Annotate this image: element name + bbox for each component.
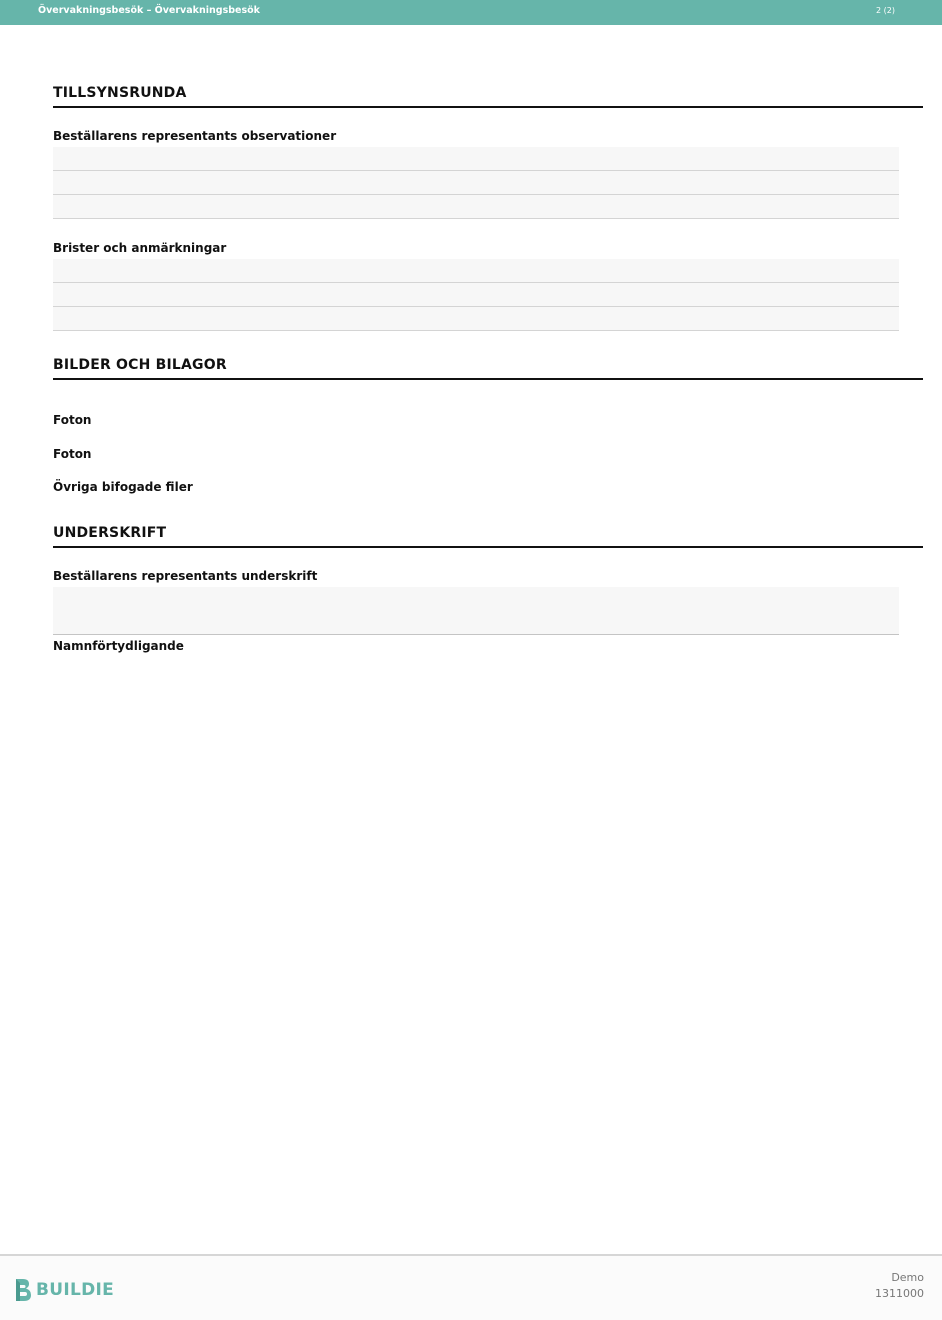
section-heading-tillsynsrunda: TILLSYNSRUNDA: [53, 85, 923, 108]
defects-line-3: [53, 307, 899, 331]
brand-logo: [14, 1276, 114, 1304]
buildie-logo-icon: [14, 1277, 32, 1303]
section-heading-underskrift: UNDERSKRIFT: [53, 525, 923, 548]
company-name: Demo: [891, 1271, 924, 1284]
brand-name: BUILDIE: [36, 1280, 115, 1300]
defects-line-1: [53, 259, 899, 283]
defects-line-2: [53, 283, 899, 307]
defects-label: Brister och anmärkningar: [53, 241, 227, 255]
document-title: Övervakningsbesök – Övervakningsbesök: [38, 5, 260, 16]
footer-info: [875, 1270, 924, 1302]
photos-label-1: Foton: [53, 413, 92, 427]
footer: [0, 1254, 942, 1320]
signature-label: Beställarens representants underskrift: [53, 569, 318, 583]
company-number: 1311000: [875, 1287, 924, 1300]
signature-field[interactable]: [53, 587, 899, 635]
page-number: 2 (2): [876, 6, 895, 15]
observations-line-1: [53, 147, 899, 171]
name-clarification-label: Namnförtydligande: [53, 639, 184, 653]
header-bar: [0, 0, 942, 25]
observations-line-3: [53, 195, 899, 219]
observations-label: Beställarens representants observationer: [53, 129, 337, 143]
section-heading-bilder: BILDER OCH BILAGOR: [53, 357, 923, 380]
observations-line-2: [53, 171, 899, 195]
attachments-label: Övriga bifogade filer: [53, 480, 193, 494]
photos-label-2: Foton: [53, 447, 92, 461]
